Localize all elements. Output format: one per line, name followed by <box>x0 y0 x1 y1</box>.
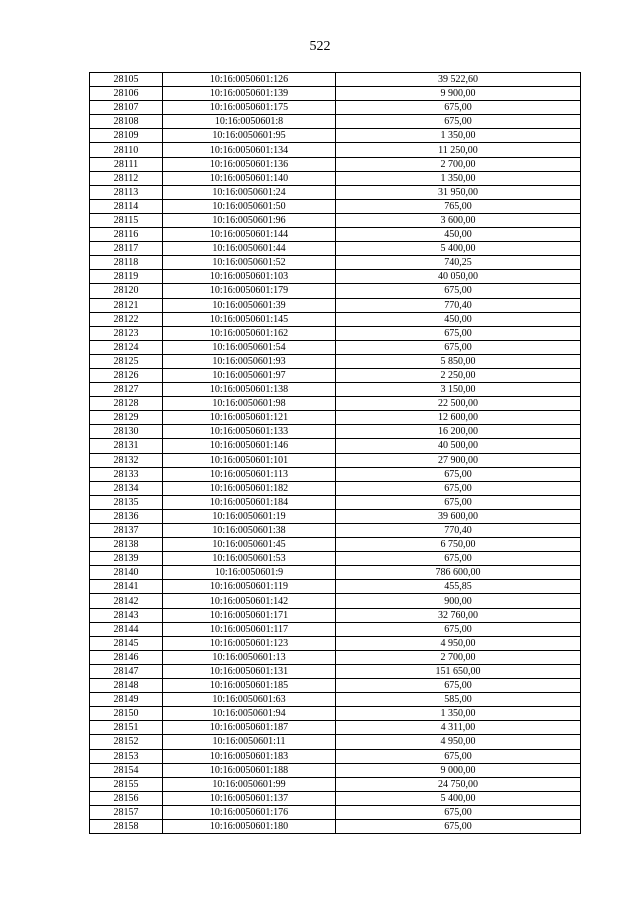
table-row <box>90 735 581 749</box>
cadastral-number-cell: 10:16:0050601:101 <box>163 453 336 467</box>
cadastral-number-cell: 10:16:0050601:187 <box>163 721 336 735</box>
registry-table-body <box>90 73 581 834</box>
amount-cell: 770,40 <box>336 298 581 312</box>
table-row <box>90 87 581 101</box>
amount-cell: 6 750,00 <box>336 538 581 552</box>
table-row <box>90 679 581 693</box>
table-row <box>90 284 581 298</box>
amount-cell: 4 311,00 <box>336 721 581 735</box>
amount-cell: 455,85 <box>336 580 581 594</box>
amount-cell: 1 350,00 <box>336 707 581 721</box>
page-number: 522 <box>309 39 331 54</box>
row-number-cell: 28151 <box>90 721 163 735</box>
table-row <box>90 819 581 833</box>
cadastral-number-cell: 10:16:0050601:179 <box>163 284 336 298</box>
cadastral-number-cell: 10:16:0050601:183 <box>163 749 336 763</box>
table-row <box>90 538 581 552</box>
table-row <box>90 481 581 495</box>
amount-cell: 32 760,00 <box>336 608 581 622</box>
cadastral-number-cell: 10:16:0050601:45 <box>163 538 336 552</box>
row-number-cell: 28130 <box>90 425 163 439</box>
cadastral-number-cell: 10:16:0050601:131 <box>163 664 336 678</box>
cadastral-number-cell: 10:16:0050601:171 <box>163 608 336 622</box>
table-row <box>90 171 581 185</box>
table-row <box>90 763 581 777</box>
table-row <box>90 594 581 608</box>
cadastral-number-cell: 10:16:0050601:121 <box>163 411 336 425</box>
cadastral-number-cell: 10:16:0050601:142 <box>163 594 336 608</box>
row-number-cell: 28116 <box>90 228 163 242</box>
amount-cell: 4 950,00 <box>336 735 581 749</box>
cadastral-number-cell: 10:16:0050601:175 <box>163 101 336 115</box>
row-number-cell: 28139 <box>90 552 163 566</box>
cadastral-number-cell: 10:16:0050601:94 <box>163 707 336 721</box>
table-row <box>90 256 581 270</box>
amount-cell: 675,00 <box>336 115 581 129</box>
table-row <box>90 439 581 453</box>
cadastral-number-cell: 10:16:0050601:54 <box>163 340 336 354</box>
row-number-cell: 28146 <box>90 650 163 664</box>
row-number-cell: 28156 <box>90 791 163 805</box>
amount-cell: 450,00 <box>336 312 581 326</box>
table-row <box>90 777 581 791</box>
amount-cell: 1 350,00 <box>336 129 581 143</box>
row-number-cell: 28109 <box>90 129 163 143</box>
row-number-cell: 28155 <box>90 777 163 791</box>
amount-cell: 675,00 <box>336 101 581 115</box>
table-row <box>90 664 581 678</box>
amount-cell: 675,00 <box>336 552 581 566</box>
amount-cell: 5 400,00 <box>336 791 581 805</box>
amount-cell: 2 700,00 <box>336 650 581 664</box>
amount-cell: 675,00 <box>336 340 581 354</box>
cadastral-number-cell: 10:16:0050601:50 <box>163 199 336 213</box>
amount-cell: 765,00 <box>336 199 581 213</box>
row-number-cell: 28129 <box>90 411 163 425</box>
cadastral-number-cell: 10:16:0050601:188 <box>163 763 336 777</box>
table-row <box>90 397 581 411</box>
table-row <box>90 566 581 580</box>
row-number-cell: 28145 <box>90 636 163 650</box>
table-row <box>90 354 581 368</box>
row-number-cell: 28138 <box>90 538 163 552</box>
row-number-cell: 28122 <box>90 312 163 326</box>
amount-cell: 585,00 <box>336 693 581 707</box>
amount-cell: 770,40 <box>336 524 581 538</box>
cadastral-number-cell: 10:16:0050601:11 <box>163 735 336 749</box>
cadastral-number-cell: 10:16:0050601:113 <box>163 467 336 481</box>
row-number-cell: 28140 <box>90 566 163 580</box>
row-number-cell: 28114 <box>90 199 163 213</box>
amount-cell: 675,00 <box>336 622 581 636</box>
cadastral-number-cell: 10:16:0050601:136 <box>163 157 336 171</box>
row-number-cell: 28131 <box>90 439 163 453</box>
table-row <box>90 312 581 326</box>
cadastral-number-cell: 10:16:0050601:138 <box>163 383 336 397</box>
row-number-cell: 28110 <box>90 143 163 157</box>
row-number-cell: 28106 <box>90 87 163 101</box>
table-row <box>90 552 581 566</box>
table-row <box>90 242 581 256</box>
amount-cell: 675,00 <box>336 284 581 298</box>
table-row <box>90 298 581 312</box>
table-row <box>90 622 581 636</box>
table-row <box>90 383 581 397</box>
cadastral-number-cell: 10:16:0050601:117 <box>163 622 336 636</box>
cadastral-number-cell: 10:16:0050601:185 <box>163 679 336 693</box>
amount-cell: 675,00 <box>336 481 581 495</box>
row-number-cell: 28149 <box>90 693 163 707</box>
cadastral-number-cell: 10:16:0050601:95 <box>163 129 336 143</box>
row-number-cell: 28157 <box>90 805 163 819</box>
cadastral-number-cell: 10:16:0050601:24 <box>163 185 336 199</box>
row-number-cell: 28137 <box>90 524 163 538</box>
row-number-cell: 28117 <box>90 242 163 256</box>
row-number-cell: 28124 <box>90 340 163 354</box>
cadastral-number-cell: 10:16:0050601:103 <box>163 270 336 284</box>
amount-cell: 900,00 <box>336 594 581 608</box>
table-row <box>90 791 581 805</box>
table-row <box>90 199 581 213</box>
row-number-cell: 28115 <box>90 213 163 227</box>
table-row <box>90 580 581 594</box>
table-row <box>90 368 581 382</box>
amount-cell: 11 250,00 <box>336 143 581 157</box>
row-number-cell: 28125 <box>90 354 163 368</box>
table-row <box>90 270 581 284</box>
cadastral-number-cell: 10:16:0050601:146 <box>163 439 336 453</box>
table-row <box>90 707 581 721</box>
amount-cell: 27 900,00 <box>336 453 581 467</box>
table-row <box>90 101 581 115</box>
row-number-cell: 28118 <box>90 256 163 270</box>
cadastral-number-cell: 10:16:0050601:98 <box>163 397 336 411</box>
table-row <box>90 524 581 538</box>
row-number-cell: 28119 <box>90 270 163 284</box>
amount-cell: 675,00 <box>336 326 581 340</box>
row-number-cell: 28136 <box>90 509 163 523</box>
table-row <box>90 129 581 143</box>
cadastral-number-cell: 10:16:0050601:63 <box>163 693 336 707</box>
amount-cell: 4 950,00 <box>336 636 581 650</box>
row-number-cell: 28154 <box>90 763 163 777</box>
cadastral-number-cell: 10:16:0050601:176 <box>163 805 336 819</box>
amount-cell: 675,00 <box>336 819 581 833</box>
cadastral-number-cell: 10:16:0050601:134 <box>163 143 336 157</box>
table-row <box>90 73 581 87</box>
amount-cell: 675,00 <box>336 495 581 509</box>
amount-cell: 786 600,00 <box>336 566 581 580</box>
cadastral-number-cell: 10:16:0050601:99 <box>163 777 336 791</box>
row-number-cell: 28107 <box>90 101 163 115</box>
row-number-cell: 28111 <box>90 157 163 171</box>
cadastral-number-cell: 10:16:0050601:162 <box>163 326 336 340</box>
table-row <box>90 425 581 439</box>
cadastral-number-cell: 10:16:0050601:144 <box>163 228 336 242</box>
table-row <box>90 340 581 354</box>
row-number-cell: 28134 <box>90 481 163 495</box>
table-row <box>90 185 581 199</box>
cadastral-number-cell: 10:16:0050601:53 <box>163 552 336 566</box>
table-row <box>90 326 581 340</box>
table-row <box>90 467 581 481</box>
row-number-cell: 28105 <box>90 73 163 87</box>
row-number-cell: 28113 <box>90 185 163 199</box>
table-row <box>90 411 581 425</box>
amount-cell: 24 750,00 <box>336 777 581 791</box>
amount-cell: 9 900,00 <box>336 87 581 101</box>
amount-cell: 2 250,00 <box>336 368 581 382</box>
row-number-cell: 28123 <box>90 326 163 340</box>
row-number-cell: 28153 <box>90 749 163 763</box>
amount-cell: 22 500,00 <box>336 397 581 411</box>
row-number-cell: 28128 <box>90 397 163 411</box>
row-number-cell: 28133 <box>90 467 163 481</box>
table-row <box>90 693 581 707</box>
row-number-cell: 28108 <box>90 115 163 129</box>
amount-cell: 5 850,00 <box>336 354 581 368</box>
row-number-cell: 28143 <box>90 608 163 622</box>
amount-cell: 3 600,00 <box>336 213 581 227</box>
table-row <box>90 157 581 171</box>
table-row <box>90 509 581 523</box>
row-number-cell: 28141 <box>90 580 163 594</box>
cadastral-number-cell: 10:16:0050601:96 <box>163 213 336 227</box>
amount-cell: 740,25 <box>336 256 581 270</box>
cadastral-number-cell: 10:16:0050601:38 <box>163 524 336 538</box>
cadastral-number-cell: 10:16:0050601:133 <box>163 425 336 439</box>
amount-cell: 675,00 <box>336 749 581 763</box>
row-number-cell: 28135 <box>90 495 163 509</box>
amount-cell: 39 522,60 <box>336 73 581 87</box>
row-number-cell: 28144 <box>90 622 163 636</box>
table-row <box>90 650 581 664</box>
cadastral-number-cell: 10:16:0050601:119 <box>163 580 336 594</box>
amount-cell: 675,00 <box>336 467 581 481</box>
row-number-cell: 28152 <box>90 735 163 749</box>
table-row <box>90 228 581 242</box>
cadastral-number-cell: 10:16:0050601:180 <box>163 819 336 833</box>
cadastral-number-cell: 10:16:0050601:126 <box>163 73 336 87</box>
cadastral-number-cell: 10:16:0050601:123 <box>163 636 336 650</box>
table-row <box>90 721 581 735</box>
amount-cell: 12 600,00 <box>336 411 581 425</box>
cadastral-number-cell: 10:16:0050601:137 <box>163 791 336 805</box>
amount-cell: 151 650,00 <box>336 664 581 678</box>
cadastral-number-cell: 10:16:0050601:145 <box>163 312 336 326</box>
amount-cell: 2 700,00 <box>336 157 581 171</box>
row-number-cell: 28148 <box>90 679 163 693</box>
cadastral-number-cell: 10:16:0050601:52 <box>163 256 336 270</box>
cadastral-number-cell: 10:16:0050601:182 <box>163 481 336 495</box>
table-row <box>90 453 581 467</box>
row-number-cell: 28127 <box>90 383 163 397</box>
row-number-cell: 28150 <box>90 707 163 721</box>
amount-cell: 450,00 <box>336 228 581 242</box>
amount-cell: 1 350,00 <box>336 171 581 185</box>
cadastral-number-cell: 10:16:0050601:39 <box>163 298 336 312</box>
row-number-cell: 28132 <box>90 453 163 467</box>
cadastral-number-cell: 10:16:0050601:140 <box>163 171 336 185</box>
row-number-cell: 28121 <box>90 298 163 312</box>
registry-table <box>89 72 581 834</box>
cadastral-number-cell: 10:16:0050601:9 <box>163 566 336 580</box>
row-number-cell: 28147 <box>90 664 163 678</box>
amount-cell: 9 000,00 <box>336 763 581 777</box>
row-number-cell: 28120 <box>90 284 163 298</box>
cadastral-number-cell: 10:16:0050601:139 <box>163 87 336 101</box>
cadastral-number-cell: 10:16:0050601:93 <box>163 354 336 368</box>
amount-cell: 675,00 <box>336 805 581 819</box>
cadastral-number-cell: 10:16:0050601:97 <box>163 368 336 382</box>
cadastral-number-cell: 10:16:0050601:44 <box>163 242 336 256</box>
row-number-cell: 28126 <box>90 368 163 382</box>
table-row <box>90 608 581 622</box>
table-row <box>90 749 581 763</box>
amount-cell: 5 400,00 <box>336 242 581 256</box>
cadastral-number-cell: 10:16:0050601:184 <box>163 495 336 509</box>
table-row <box>90 213 581 227</box>
cadastral-number-cell: 10:16:0050601:19 <box>163 509 336 523</box>
amount-cell: 16 200,00 <box>336 425 581 439</box>
amount-cell: 675,00 <box>336 679 581 693</box>
table-row <box>90 495 581 509</box>
amount-cell: 3 150,00 <box>336 383 581 397</box>
amount-cell: 39 600,00 <box>336 509 581 523</box>
table-row <box>90 143 581 157</box>
row-number-cell: 28142 <box>90 594 163 608</box>
table-row <box>90 115 581 129</box>
cadastral-number-cell: 10:16:0050601:8 <box>163 115 336 129</box>
amount-cell: 31 950,00 <box>336 185 581 199</box>
row-number-cell: 28158 <box>90 819 163 833</box>
amount-cell: 40 050,00 <box>336 270 581 284</box>
table-row <box>90 805 581 819</box>
amount-cell: 40 500,00 <box>336 439 581 453</box>
table-row <box>90 636 581 650</box>
row-number-cell: 28112 <box>90 171 163 185</box>
cadastral-number-cell: 10:16:0050601:13 <box>163 650 336 664</box>
